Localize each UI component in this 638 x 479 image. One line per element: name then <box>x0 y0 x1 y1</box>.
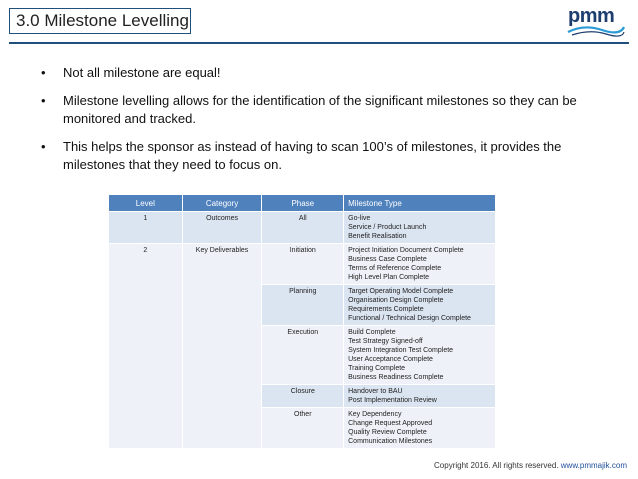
milestone-item: Change Request Approved <box>348 420 433 427</box>
bullet-text: Milestone levelling allows for the identification of the significant milestones so they can be monitored and tracked. <box>63 93 577 126</box>
bullet-dot: • <box>41 65 46 80</box>
phase-cell: Initiation <box>262 244 344 285</box>
milestone-cell <box>344 244 496 285</box>
milestone-item: Build Complete <box>348 329 396 336</box>
logo-wave-icon <box>562 5 628 39</box>
milestone-cell <box>344 326 496 385</box>
milestone-item: Communication Milestones <box>348 438 433 445</box>
milestone-item: Post Implementation Review <box>348 397 437 404</box>
milestone-cell <box>344 212 496 244</box>
bullet-item <box>41 64 601 82</box>
level-cell: 2 <box>109 244 183 449</box>
bullet-text: Not all milestone are equal! <box>63 65 221 80</box>
copyright-text: Copyright 2016. All rights reserved. <box>434 461 561 470</box>
milestone-table <box>108 194 496 449</box>
milestone-item: Business Readiness Complete <box>348 374 444 381</box>
phase-cell: Closure <box>262 385 344 408</box>
milestone-cell <box>344 385 496 408</box>
phase-cell: All <box>262 212 344 244</box>
pmm-logo <box>562 5 628 39</box>
milestone-item: Handover to BAU <box>348 388 403 395</box>
milestone-item: Quality Review Complete <box>348 429 427 436</box>
milestone-item: Test Strategy Signed-off <box>348 338 423 345</box>
header-level: Level <box>109 195 183 212</box>
category-cell: Outcomes <box>182 212 262 244</box>
milestone-item: Benefit Realisation <box>348 233 407 240</box>
bullet-text: This helps the sponsor as instead of having to scan 100’s of milestones, it provides the milestones that they need to focus on. <box>63 139 562 172</box>
milestone-item: Organisation Design Complete <box>348 297 444 304</box>
milestone-cell <box>344 408 496 449</box>
milestone-item: Project Initiation Document Complete <box>348 247 464 254</box>
bullet-item <box>41 138 601 174</box>
milestone-item: User Acceptance Complete <box>348 356 433 363</box>
milestone-item: Service / Product Launch <box>348 224 427 231</box>
header-milestone-type: Milestone Type <box>344 195 496 212</box>
milestone-item: High Level Plan Complete <box>348 274 430 281</box>
milestone-item: Requirements Complete <box>348 306 424 313</box>
logo-text: pmm <box>568 5 615 27</box>
phase-cell: Planning <box>262 285 344 326</box>
phase-cell: Execution <box>262 326 344 385</box>
milestone-item: Key Dependency <box>348 411 402 418</box>
milestone-cell <box>344 285 496 326</box>
level-cell: 1 <box>109 212 183 244</box>
milestone-item: Functional / Technical Design Complete <box>348 315 471 322</box>
milestone-item: Go-live <box>348 215 371 222</box>
table-row <box>109 244 496 285</box>
milestone-item: Target Operating Model Complete <box>348 288 454 295</box>
category-cell: Key Deliverables <box>182 244 262 449</box>
phase-cell: Other <box>262 408 344 449</box>
table-row <box>109 212 496 244</box>
table-header-row <box>109 195 496 212</box>
milestone-item: System Integration Test Complete <box>348 347 454 354</box>
bullet-dot: • <box>41 139 46 154</box>
header-phase: Phase <box>262 195 344 212</box>
milestone-item: Business Case Complete <box>348 256 427 263</box>
footer <box>434 461 627 470</box>
milestone-item: Terms of Reference Complete <box>348 265 442 272</box>
milestone-item: Training Complete <box>348 365 406 372</box>
footer-link[interactable]: www.pmmajik.com <box>560 461 627 470</box>
bullet-list <box>41 64 601 184</box>
title-divider <box>9 42 629 44</box>
header-category: Category <box>182 195 262 212</box>
page-title: 3.0 Milestone Levelling <box>16 11 189 30</box>
bullet-item <box>41 92 601 128</box>
bullet-dot: • <box>41 93 46 108</box>
